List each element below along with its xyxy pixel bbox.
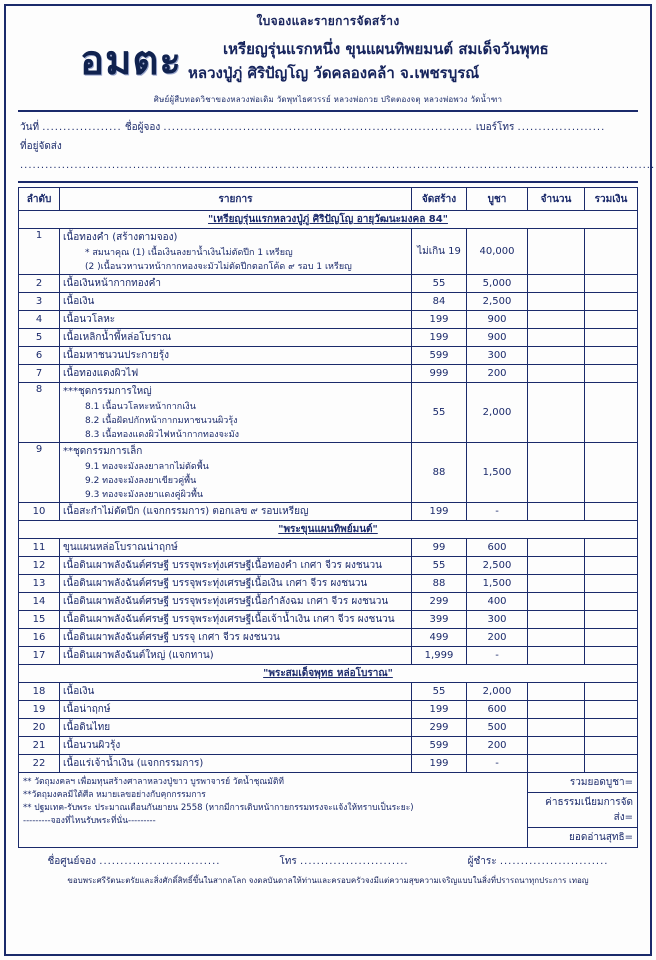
table-row — [19, 683, 638, 701]
section-title-row — [19, 665, 638, 683]
row-item — [60, 293, 412, 311]
row-sum-input[interactable] — [585, 503, 638, 521]
table-row — [19, 347, 638, 365]
row-qty-input[interactable] — [528, 755, 585, 773]
row-item — [60, 611, 412, 629]
row-price: 5,000 — [467, 275, 528, 293]
row-item — [60, 557, 412, 575]
center-input[interactable]: ............................. — [99, 856, 221, 867]
row-item — [60, 229, 412, 275]
row-qty-input[interactable] — [528, 311, 585, 329]
row-item-main: เนื้อดินไทย — [63, 722, 111, 733]
row-price: 200 — [467, 365, 528, 383]
phone-input[interactable]: ..................... — [517, 122, 606, 133]
row-qty-input[interactable] — [528, 593, 585, 611]
row-make-count: 84 — [412, 293, 467, 311]
row-number: 19 — [19, 701, 60, 719]
row-qty-input[interactable] — [528, 275, 585, 293]
table-row — [19, 611, 638, 629]
table-row — [19, 503, 638, 521]
row-price: 300 — [467, 347, 528, 365]
row-sum-input[interactable] — [585, 683, 638, 701]
row-sum-input[interactable] — [585, 443, 638, 503]
row-make-count: 599 — [412, 737, 467, 755]
row-sum-input[interactable] — [585, 293, 638, 311]
row-number: 2 — [19, 275, 60, 293]
document-header — [18, 12, 638, 112]
section-title: "พระขุนแผนทิพย์มนต์" — [19, 521, 638, 539]
phone-input-bottom[interactable]: .......................... — [299, 856, 409, 867]
row-item — [60, 683, 412, 701]
row-price: 2,000 — [467, 683, 528, 701]
row-sum-input[interactable] — [585, 311, 638, 329]
phone-label-bottom: โทร — [279, 856, 297, 867]
row-price: - — [467, 503, 528, 521]
row-qty-input[interactable] — [528, 443, 585, 503]
row-make-count: 199 — [412, 503, 467, 521]
row-make-count: 88 — [412, 575, 467, 593]
row-item — [60, 329, 412, 347]
row-sum-input[interactable] — [585, 575, 638, 593]
row-qty-input[interactable] — [528, 557, 585, 575]
row-item-sub: 8.2 เนื้อฝัดปกักหน้ากากมหาชนวนผิวรุ้ง — [85, 416, 238, 426]
row-make-count: 55 — [412, 683, 467, 701]
row-price: 200 — [467, 629, 528, 647]
row-sum-input[interactable] — [585, 557, 638, 575]
table-row — [19, 557, 638, 575]
row-number: 17 — [19, 647, 60, 665]
row-make-count: 99 — [412, 539, 467, 557]
row-make-count: 55 — [412, 383, 467, 443]
date-input[interactable]: ................... — [42, 122, 122, 133]
row-qty-input[interactable] — [528, 719, 585, 737]
row-make-count: 88 — [412, 443, 467, 503]
table-row — [19, 593, 638, 611]
total-row: รวมยอดบูชา= — [528, 773, 637, 793]
row-item-main: เนื้อมหาชนวนประกายรุ้ง — [63, 350, 170, 361]
row-price: 300 — [467, 611, 528, 629]
row-sum-input[interactable] — [585, 275, 638, 293]
row-price: 500 — [467, 719, 528, 737]
table-row — [19, 229, 638, 275]
table-body — [19, 211, 638, 773]
footer-notes — [23, 776, 523, 828]
row-make-count: 55 — [412, 557, 467, 575]
row-item-main: เนื้อดินเผาพลังฉันต์ศรษฐี บรรจุพระทุ่งเศรษฐีเนื้อกำลังฉม เกศา จีวร ผงชนวน — [63, 596, 389, 607]
items-table — [18, 187, 638, 848]
address-input[interactable]: ........................................................................................................................................................ — [20, 160, 656, 171]
row-item-sub: 8.1 เนื้อนวโลหะหน้ากากเงิน — [85, 402, 196, 412]
row-number: 5 — [19, 329, 60, 347]
row-item-sub: * สมนาคุณ (1) เนื้อเงินลงยาน้ำเงินไม่ตัดปีก 1 เหรียญ — [85, 248, 293, 258]
row-item — [60, 347, 412, 365]
address-label: ที่อยู่จัดส่ง — [20, 141, 62, 152]
row-item-main: เนื้อนวโลหะ — [63, 314, 116, 325]
row-price: 600 — [467, 539, 528, 557]
row-make-count: 499 — [412, 629, 467, 647]
section-title: "พระสมเด็จพุทธ หล่อโบราณ" — [19, 665, 638, 683]
row-sum-input[interactable] — [585, 737, 638, 755]
col-sum: รวมเงิน — [585, 188, 638, 211]
row-item-sub: 9.2 ทองจะมังลงยาเขียวคู่พื้น — [85, 476, 197, 486]
row-sum-input[interactable] — [585, 755, 638, 773]
row-qty-input[interactable] — [528, 701, 585, 719]
row-make-count: ไม่เกิน 19 — [412, 229, 467, 275]
row-number: 11 — [19, 539, 60, 557]
row-make-count: 599 — [412, 347, 467, 365]
row-item — [60, 647, 412, 665]
totals-box — [528, 773, 637, 847]
row-sum-input[interactable] — [585, 383, 638, 443]
row-price: 900 — [467, 311, 528, 329]
table-row — [19, 443, 638, 503]
payer-label: ผู้ชำระ — [467, 856, 497, 867]
row-price: 900 — [467, 329, 528, 347]
table-row — [19, 539, 638, 557]
row-make-count: 199 — [412, 311, 467, 329]
row-item-main: เนื้อดินเผาพลังฉันต์ใหญ่ (แจกทาน) — [63, 650, 214, 661]
row-item — [60, 275, 412, 293]
row-item — [60, 701, 412, 719]
row-price: 2,000 — [467, 383, 528, 443]
row-sum-input[interactable] — [585, 329, 638, 347]
row-item-sub: 9.3 ทองจะมังลงยาแดงคู่ผิวพื้น — [85, 490, 204, 500]
row-price: 200 — [467, 737, 528, 755]
row-item — [60, 737, 412, 755]
row-item-main: เนื้อทองแดงผิวไฟ — [63, 368, 139, 379]
row-sum-input[interactable] — [585, 647, 638, 665]
center-label: ชื่อศูนย์จอง — [47, 856, 97, 867]
name-input[interactable]: .......................................................................... — [163, 122, 473, 133]
row-qty-input[interactable] — [528, 293, 585, 311]
row-number: 10 — [19, 503, 60, 521]
reservation-fields — [18, 112, 656, 183]
row-qty-input[interactable] — [528, 539, 585, 557]
row-item-main: เนื้อนวนผิวรุ้ง — [63, 740, 121, 751]
date-label: วันที่ — [20, 122, 40, 133]
header-line-1: เหรียญรุ่นแรกหนึ่ง ขุนแผนทิพยมนต์ สมเด็จวันพุทธ — [223, 40, 549, 58]
table-row — [19, 629, 638, 647]
row-make-count: 199 — [412, 701, 467, 719]
row-number: 1 — [19, 229, 60, 275]
row-price: 1,500 — [467, 443, 528, 503]
row-price: - — [467, 647, 528, 665]
row-price: 1,500 — [467, 575, 528, 593]
row-number: 12 — [19, 557, 60, 575]
row-qty-input[interactable] — [528, 365, 585, 383]
row-make-count: 55 — [412, 275, 467, 293]
row-number: 15 — [19, 611, 60, 629]
row-qty-input[interactable] — [528, 737, 585, 755]
row-qty-input[interactable] — [528, 611, 585, 629]
row-sum-input[interactable] — [585, 229, 638, 275]
row-price: 400 — [467, 593, 528, 611]
footer-note: ---------จองที่ไหนรับพระที่นั่น--------- — [23, 816, 156, 826]
table-row — [19, 701, 638, 719]
row-qty-input[interactable] — [528, 329, 585, 347]
row-number: 3 — [19, 293, 60, 311]
brand-logo: อมตะ — [80, 38, 182, 84]
total-row: ยอดอ่านสุทธิ= — [569, 832, 633, 843]
row-item — [60, 719, 412, 737]
total-row: ค่าธรรมเนียมการจัดส่ง= — [528, 793, 637, 828]
footer-note: ** ปฐมเทค-รับพระ ประมาณเดือนกันยายน 2558 (หากมีการเติบหน้ากายกรรมทรงจะแจ้งให้ทราบเป็นระยะ) — [23, 803, 414, 813]
table-row — [19, 293, 638, 311]
table-row — [19, 365, 638, 383]
disclaimer-text: ขอบพระศรีรัตนะตรัยและสิ่งศักดิ์สิทธิ์ขึ้นในสากลโลก จงดลบันดาลให้ท่านและครอบครัวจงมีแต่ความสุขความเจริญแบบในสิ่งที่ปรารถนาทุกประการ เทอญ — [67, 876, 589, 885]
row-item-main: ***ชุดกรรมการใหญ่ — [63, 386, 152, 397]
row-item-main: เนื้อดินเผาพลังฉันต์ศรษฐี บรรจุ เกศา จีวร ผงชนวน — [63, 632, 280, 643]
row-item-sub: 8.3 เนื้อทองแดงผิวไฟหน้ากากทองจะมัง — [85, 430, 240, 440]
footer-row — [19, 773, 638, 848]
table-header-row — [19, 188, 638, 211]
table-row — [19, 575, 638, 593]
row-item-main: เนื้อทองคำ (สร้างตามจอง) — [63, 232, 178, 243]
row-sum-input[interactable] — [585, 701, 638, 719]
row-sum-input[interactable] — [585, 347, 638, 365]
name-label: ชื่อผู้จอง — [124, 122, 161, 133]
table-row — [19, 275, 638, 293]
section-title: "เหรียญรุ่นแรกหลวงปู่ภู่ ศิริปัญโญ อายุวัฒนะมงคล 84" — [19, 211, 638, 229]
row-price: - — [467, 755, 528, 773]
payer-input[interactable]: .......................... — [499, 856, 609, 867]
row-qty-input[interactable] — [528, 629, 585, 647]
row-item — [60, 365, 412, 383]
row-qty-input[interactable] — [528, 347, 585, 365]
header-subtitle: ศิษย์ผู้สืบทอดวิชาของหลวงพ่อเดิม วัดพุทไธศวรรย์ หลวงพ่อกวย ปริตตองจตุ หลวงพ่อพวง วัดน้ำฑา — [153, 95, 503, 104]
row-qty-input[interactable] — [528, 383, 585, 443]
row-price: 40,000 — [467, 229, 528, 275]
row-make-count: 199 — [412, 755, 467, 773]
row-number: 8 — [19, 383, 60, 443]
header-line-2: หลวงปู่ภู่ ศิริปัญโญ วัดคลองคล้า จ.เพชรบูรณ์ — [188, 64, 480, 82]
col-price: บูชา — [467, 188, 528, 211]
table-row — [19, 647, 638, 665]
page-title: ใบจองและรายการจัดสร้าง — [256, 14, 400, 28]
footer-note: **วัตถุมงคลมีใต้ศีล หมายเลขอย่างกับคุกกรรมการ — [23, 790, 206, 800]
row-item — [60, 755, 412, 773]
row-item — [60, 503, 412, 521]
table-row — [19, 329, 638, 347]
table-row — [19, 755, 638, 773]
row-number: 7 — [19, 365, 60, 383]
row-price: 2,500 — [467, 557, 528, 575]
row-item — [60, 593, 412, 611]
row-item-main: เนื้อดินเผาพลังฉันต์ศรษฐี บรรจุพระทุ่งเศรษฐีเนื้อเงิน เกศา จีวร ผงชนวน — [63, 578, 368, 589]
col-qty: จำนวน — [528, 188, 585, 211]
table-row — [19, 383, 638, 443]
row-item-main: เนื้อสะกำไม่ตัดปีก (แจกกรรมการ) ตอกเลข ๙ รอบเหรียญ — [63, 506, 309, 517]
row-item — [60, 575, 412, 593]
col-no: ลำดับ — [19, 188, 60, 211]
row-sum-input[interactable] — [585, 719, 638, 737]
row-qty-input[interactable] — [528, 575, 585, 593]
row-item-main: ขุนแผนหล่อโบราณน่าฤกษ์ — [63, 542, 178, 553]
row-item-main: **ชุดกรรมการเล็ก — [63, 446, 143, 457]
row-qty-input[interactable] — [528, 229, 585, 275]
row-item-sub: 9.1 ทองจะมังลงยาลากไม่ตัดพื้น — [85, 462, 209, 472]
row-sum-input[interactable] — [585, 365, 638, 383]
row-item-main: เนื้อแร่เจ้าน้ำเงิน (แจกกรรมการ) — [63, 758, 204, 769]
row-sum-input[interactable] — [585, 593, 638, 611]
row-number: 18 — [19, 683, 60, 701]
row-number: 9 — [19, 443, 60, 503]
table-row — [19, 311, 638, 329]
row-make-count: 399 — [412, 611, 467, 629]
row-number: 4 — [19, 311, 60, 329]
table-row — [19, 737, 638, 755]
row-item-main: เนื้อดินเผาพลังฉันต์ศรษฐี บรรจุพระทุ่งเศรษฐีเนื้อเจ้าน้ำเงิน เกศา จีวร ผงชนวน — [63, 614, 395, 625]
row-price: 2,500 — [467, 293, 528, 311]
section-title-row — [19, 521, 638, 539]
row-item-main: เนื้อเหลิกน้ำพี้หล่อโบราณ — [63, 332, 172, 343]
row-sum-input[interactable] — [585, 611, 638, 629]
row-make-count: 999 — [412, 365, 467, 383]
row-item — [60, 539, 412, 557]
col-make: จัดสร้าง — [412, 188, 467, 211]
row-item-main: เนื้อเงิน — [63, 296, 95, 307]
footer-note: ** วัตถุมงคลฯ เพื่อมทุนสร้างศาลาหลวงปู่ขาว บูรพาจารย์ วัดน้ำชุณมัติที — [23, 777, 285, 787]
row-number: 13 — [19, 575, 60, 593]
row-sum-input[interactable] — [585, 539, 638, 557]
row-item — [60, 383, 412, 443]
row-item-main: เนื้อเงิน — [63, 686, 95, 697]
logo-row — [18, 33, 638, 91]
row-make-count: 1,999 — [412, 647, 467, 665]
row-make-count: 199 — [412, 329, 467, 347]
row-item — [60, 311, 412, 329]
row-qty-input[interactable] — [528, 683, 585, 701]
phone-label: เบอร์โทร — [475, 122, 515, 133]
row-qty-input[interactable] — [528, 503, 585, 521]
row-item-main: เนื้อเงินหน้ากากทองคำ — [63, 278, 161, 289]
row-number: 22 — [19, 755, 60, 773]
row-number: 6 — [19, 347, 60, 365]
col-item: รายการ — [60, 188, 412, 211]
row-item-main: เนื้อน่าฤกษ์ — [63, 704, 111, 715]
bottom-signature-row — [18, 854, 638, 886]
row-number: 14 — [19, 593, 60, 611]
row-item-main: เนื้อดินเผาพลังฉันต์ศรษฐี บรรจุพระทุ่งเศรษฐีเนื้อทองคำ เกศา จีวร ผงชนวน — [63, 560, 382, 571]
row-item — [60, 443, 412, 503]
row-item-sub: (2 )เนื้อนวหานวหน้ากากทองจะมัวไม่ตัดปีกตอกโค้ด ๙ รอบ 1 เหรียญ — [85, 262, 352, 272]
row-make-count: 299 — [412, 719, 467, 737]
table-row — [19, 719, 638, 737]
row-price: 600 — [467, 701, 528, 719]
row-number: 21 — [19, 737, 60, 755]
row-qty-input[interactable] — [528, 647, 585, 665]
row-number: 20 — [19, 719, 60, 737]
section-title-row — [19, 211, 638, 229]
row-item — [60, 629, 412, 647]
row-sum-input[interactable] — [585, 629, 638, 647]
row-number: 16 — [19, 629, 60, 647]
row-make-count: 299 — [412, 593, 467, 611]
